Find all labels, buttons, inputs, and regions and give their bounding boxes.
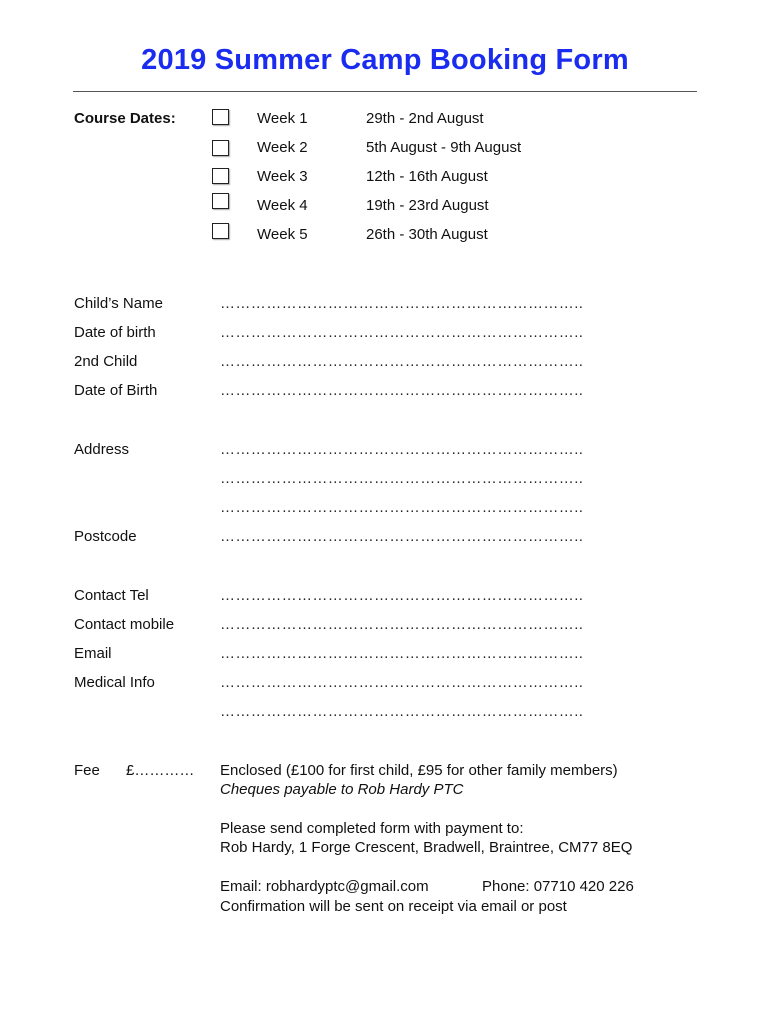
- address-label: Address: [74, 441, 130, 458]
- title-divider: [73, 91, 697, 92]
- contact-email: Email: robhardyptc@gmail.com: [220, 878, 429, 895]
- second-child-label: 2nd Child: [74, 353, 138, 370]
- address-line-1-field[interactable]: ……………………………………………………………..: [220, 441, 584, 458]
- address-line-3-field[interactable]: ……………………………………………………………..: [220, 499, 584, 516]
- contact-tel-field[interactable]: ……………………………………………………………..: [220, 587, 584, 604]
- postcode-field[interactable]: ……………………………………………………………..: [220, 528, 584, 545]
- contact-phone: Phone: 07710 420 226: [482, 878, 634, 895]
- form-title: 2019 Summer Camp Booking Form: [141, 44, 629, 76]
- week-4-dates: 19th - 23rd August: [366, 197, 489, 214]
- second-child-field[interactable]: ……………………………………………………………..: [220, 353, 584, 370]
- course-dates-label: Course Dates:: [74, 110, 176, 127]
- week-3-dates: 12th - 16th August: [366, 168, 488, 185]
- date-of-birth-field[interactable]: ……………………………………………………………..: [220, 324, 584, 341]
- week-3-label: Week 3: [257, 168, 308, 185]
- childs-name-label: Child’s Name: [74, 295, 163, 312]
- week-4-checkbox[interactable]: [212, 193, 229, 209]
- medical-info-line-1-field[interactable]: ……………………………………………………………..: [220, 674, 584, 691]
- send-instructions: Please send completed form with payment to:: [220, 820, 524, 837]
- week-2-checkbox[interactable]: [212, 140, 229, 156]
- week-1-checkbox[interactable]: [212, 109, 229, 125]
- confirmation-note: Confirmation will be sent on receipt via email or post: [220, 898, 567, 915]
- childs-name-field[interactable]: ……………………………………………………………..: [220, 295, 584, 312]
- week-4-label: Week 4: [257, 197, 308, 214]
- week-2-dates: 5th August - 9th August: [366, 139, 522, 156]
- week-1-label: Week 1: [257, 110, 308, 127]
- address-line-2-field[interactable]: ……………………………………………………………..: [220, 470, 584, 487]
- week-5-checkbox[interactable]: [212, 223, 229, 239]
- contact-mobile-label: Contact mobile: [74, 616, 175, 633]
- date-of-birth-2-label: Date of Birth: [74, 382, 158, 399]
- date-of-birth-2-field[interactable]: ……………………………………………………………..: [220, 382, 584, 399]
- week-3-checkbox[interactable]: [212, 168, 229, 184]
- fee-enclosed-text: Enclosed (£100 for first child, £95 for other family members): [220, 762, 618, 779]
- medical-info-label: Medical Info: [74, 674, 155, 691]
- email-label: Email: [74, 645, 112, 662]
- week-5-dates: 26th - 30th August: [366, 226, 488, 243]
- postal-address: Rob Hardy, 1 Forge Crescent, Bradwell, Braintree, CM77 8EQ: [220, 839, 633, 856]
- week-2-label: Week 2: [257, 139, 308, 156]
- cheques-payable-text: Cheques payable to Rob Hardy PTC: [220, 781, 464, 798]
- email-field[interactable]: ……………………………………………………………..: [220, 645, 584, 662]
- contact-mobile-field[interactable]: ……………………………………………………………..: [220, 616, 584, 633]
- fee-label: Fee: [74, 762, 100, 779]
- contact-tel-label: Contact Tel: [74, 587, 149, 604]
- week-5-label: Week 5: [257, 226, 308, 243]
- date-of-birth-label: Date of birth: [74, 324, 156, 341]
- week-1-dates: 29th - 2nd August: [366, 110, 484, 127]
- postcode-label: Postcode: [74, 528, 137, 545]
- fee-amount-field[interactable]: £…………: [126, 762, 195, 779]
- medical-info-line-2-field[interactable]: ……………………………………………………………..: [220, 703, 584, 720]
